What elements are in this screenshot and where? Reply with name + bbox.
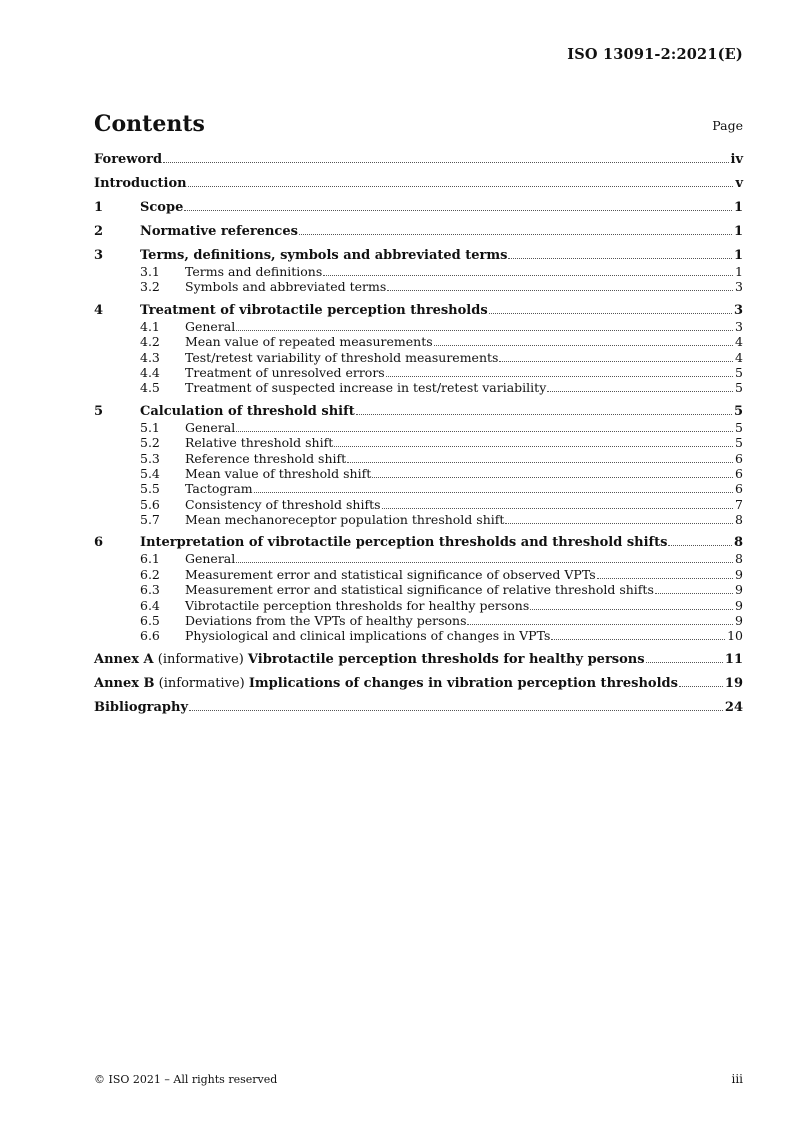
- toc-page-number: 6: [735, 481, 743, 497]
- toc-subentry[interactable]: [94, 512, 743, 527]
- toc-page-number: iv: [730, 152, 743, 167]
- document-identifier: ISO 13091-2:2021(E): [567, 46, 743, 63]
- toc-entry-title: [94, 652, 645, 668]
- toc-page-number: 1: [735, 264, 743, 279]
- toc-entry-title: Foreword: [94, 152, 163, 167]
- toc-entry-title: Mean value of repeated measurements: [185, 334, 433, 350]
- toc-page-number: 8: [733, 535, 743, 551]
- copyright-notice: © ISO 2021 – All rights reserved: [94, 1073, 278, 1086]
- dot-leader: [323, 274, 733, 276]
- toc-entry-number: 6.1: [140, 551, 160, 567]
- dot-leader: [254, 491, 733, 493]
- toc-page-number: 6: [735, 465, 743, 481]
- toc-page-number: 1: [733, 248, 743, 263]
- toc-page-number: 5: [735, 380, 743, 396]
- toc-entry-number: 6.2: [140, 566, 160, 582]
- toc-entry-title: Calculation of threshold shift: [140, 403, 355, 419]
- toc-entry-number: 2: [94, 224, 104, 239]
- toc-entry-title: Consistency of threshold shifts: [185, 496, 381, 512]
- page-title: Contents: [94, 111, 205, 137]
- dot-leader: [382, 507, 734, 509]
- dot-leader: [655, 592, 733, 594]
- toc-entry-title: Physiological and clinical implications of changes in VPTs: [185, 628, 551, 644]
- toc-entry-title: Interpretation of vibrotactile perception thresholds and threshold shifts: [140, 535, 668, 551]
- toc-entry[interactable]: [94, 652, 743, 668]
- toc-entry-title: Terms and definitions: [185, 264, 323, 279]
- toc-page-number: v: [735, 176, 743, 191]
- dot-leader: [489, 312, 732, 314]
- toc-entry-title: Treatment of vibrotactile perception thresholds: [140, 302, 488, 318]
- toc-entry[interactable]: [94, 700, 743, 716]
- toc-page-number: 10: [727, 628, 743, 644]
- toc-entry-number: 5.7: [140, 512, 160, 528]
- toc-subentry[interactable]: [94, 466, 743, 481]
- dot-leader: [508, 257, 731, 259]
- toc-entry-title: Reference threshold shift: [185, 450, 347, 466]
- annex-title: Implications of changes in vibration perception thresholds: [248, 675, 678, 691]
- dot-leader: [668, 544, 731, 546]
- annex-qualifier: (informative): [154, 675, 249, 691]
- toc-subentry[interactable]: [94, 279, 743, 294]
- toc-page-number: 19: [724, 675, 743, 691]
- toc-entry-number: 5.4: [140, 465, 160, 481]
- toc-subentry[interactable]: [94, 420, 743, 435]
- toc-page-number: 9: [735, 597, 743, 613]
- annex-title: Vibrotactile perception thresholds for healthy persons: [247, 651, 645, 667]
- dot-leader: [347, 461, 733, 463]
- table-of-contents: [94, 152, 743, 716]
- toc-entry-number: 6.6: [140, 628, 160, 644]
- toc-page-number: 5: [733, 403, 743, 419]
- toc-entry-title: Treatment of unresolved errors: [185, 364, 385, 380]
- toc-entry[interactable]: [94, 404, 743, 420]
- toc-subentry[interactable]: [94, 481, 743, 496]
- toc-entry-title: Relative threshold shift: [185, 435, 334, 451]
- toc-entry[interactable]: [94, 303, 743, 319]
- dot-leader: [334, 445, 733, 447]
- toc-page-number: 3: [735, 318, 743, 334]
- toc-entry-number: 5.5: [140, 481, 160, 497]
- toc-entry-number: 3.1: [140, 264, 160, 279]
- toc-page-number: 3: [733, 302, 743, 318]
- toc-subentry[interactable]: [94, 567, 743, 582]
- toc-entry-number: 4.5: [140, 380, 160, 396]
- toc-page-number: 11: [724, 651, 743, 667]
- toc-entry-number: 1: [94, 200, 104, 215]
- toc-entry-number: 4.3: [140, 349, 160, 365]
- toc-entry-number: 5.2: [140, 435, 160, 451]
- toc-page-number: 3: [735, 279, 743, 295]
- toc-subentry[interactable]: [94, 319, 743, 334]
- toc-subentry[interactable]: [94, 451, 743, 466]
- toc-entry-title: Scope: [140, 200, 184, 215]
- toc-subentry[interactable]: [94, 628, 743, 643]
- toc-entry[interactable]: [94, 676, 743, 692]
- toc-entry-number: 5.3: [140, 450, 160, 466]
- toc-subentry[interactable]: [94, 365, 743, 380]
- toc-subentry[interactable]: [94, 582, 743, 597]
- toc-page-number: 8: [735, 551, 743, 567]
- dot-leader: [505, 522, 733, 524]
- toc-entry-number: 6: [94, 535, 104, 551]
- toc-entry[interactable]: [94, 224, 743, 240]
- toc-page-number: 24: [724, 699, 743, 715]
- toc-entry-title: Test/retest variability of threshold measurements: [185, 349, 499, 365]
- toc-entry-number: 6.5: [140, 613, 160, 629]
- toc-page-number: 7: [735, 496, 743, 512]
- toc-page-number: 8: [735, 512, 743, 528]
- toc-entry-title: Tactogram: [185, 481, 253, 497]
- toc-page-number: 4: [735, 334, 743, 350]
- dot-leader: [499, 360, 733, 362]
- dot-leader: [184, 209, 732, 211]
- toc-entry[interactable]: [94, 535, 743, 551]
- dot-leader: [163, 161, 728, 163]
- toc-entry-title: Terms, definitions, symbols and abbreviated terms: [140, 248, 508, 263]
- dot-leader: [530, 608, 733, 610]
- dot-leader: [189, 709, 723, 711]
- toc-subentry[interactable]: [94, 264, 743, 279]
- annex-qualifier: (informative): [153, 651, 248, 667]
- toc-entry-title: Vibrotactile perception thresholds for healthy persons: [185, 597, 530, 613]
- toc-subentry[interactable]: [94, 613, 743, 628]
- toc-entry[interactable]: [94, 200, 743, 216]
- toc-entry-number: 3.2: [140, 279, 160, 295]
- toc-entry-title: Mean value of threshold shift: [185, 465, 372, 481]
- toc-entry-title: Treatment of suspected increase in test/retest variability: [185, 380, 547, 396]
- toc-entry-number: 4.2: [140, 334, 160, 350]
- toc-subentry[interactable]: [94, 551, 743, 566]
- toc-entry-title: Deviations from the VPTs of healthy persons: [185, 613, 467, 629]
- dot-leader: [679, 685, 723, 687]
- dot-leader: [236, 430, 733, 432]
- toc-page-number: 1: [733, 200, 743, 215]
- toc-subentry[interactable]: [94, 334, 743, 349]
- toc-entry-title: General: [185, 419, 236, 435]
- toc-entry-number: 4.1: [140, 318, 160, 334]
- dot-leader: [547, 390, 733, 392]
- toc-entry-number: 5: [94, 403, 104, 419]
- dot-leader: [646, 661, 723, 663]
- dot-leader: [467, 623, 733, 625]
- toc-entry-number: 6.3: [140, 582, 160, 598]
- toc-page-number: 4: [735, 349, 743, 365]
- toc-entry-title: General: [185, 551, 236, 567]
- toc-entry-title: [94, 676, 678, 692]
- toc-entry-title: General: [185, 318, 236, 334]
- toc-page-number: 5: [735, 435, 743, 451]
- toc-entry-number: 5.6: [140, 496, 160, 512]
- toc-page-number: 9: [735, 613, 743, 629]
- dot-leader: [387, 289, 733, 291]
- dot-leader: [236, 329, 733, 331]
- toc-entry-title: Bibliography: [94, 699, 189, 715]
- dot-leader: [434, 344, 733, 346]
- toc-entry-number: 6.4: [140, 597, 160, 613]
- toc-entry-number: 3: [94, 248, 104, 263]
- toc-page-number: 5: [735, 364, 743, 380]
- toc-subentry[interactable]: [94, 497, 743, 512]
- toc-entry-title: Introduction: [94, 176, 187, 191]
- toc-page-number: 9: [735, 582, 743, 598]
- toc-entry-number: 4.4: [140, 364, 160, 380]
- toc-page-number: 6: [735, 450, 743, 466]
- toc-subentry[interactable]: [94, 350, 743, 365]
- dot-leader: [188, 185, 734, 187]
- dot-leader: [356, 413, 732, 415]
- toc-entry-title: Measurement error and statistical significance of relative threshold shifts: [185, 582, 654, 598]
- dot-leader: [299, 233, 732, 235]
- toc-entry-title: Normative references: [140, 224, 298, 239]
- dot-leader: [551, 638, 725, 640]
- toc-subentry[interactable]: [94, 435, 743, 450]
- toc-entry-number: 5.1: [140, 419, 160, 435]
- toc-entry[interactable]: [94, 152, 743, 168]
- dot-leader: [386, 375, 733, 377]
- dot-leader: [372, 476, 733, 478]
- page-column-label: Page: [712, 118, 743, 133]
- toc-subentry[interactable]: [94, 598, 743, 613]
- toc-entry-title: Mean mechanoreceptor population threshold shift: [185, 512, 505, 528]
- toc-entry-number: 4: [94, 302, 104, 318]
- dot-leader: [597, 577, 733, 579]
- toc-page-number: 9: [735, 566, 743, 582]
- page-number: iii: [731, 1072, 743, 1086]
- toc-subentry[interactable]: [94, 380, 743, 395]
- annex-label: Annex A: [94, 651, 154, 667]
- toc-page-number: 5: [735, 419, 743, 435]
- toc-entry-title: Measurement error and statistical significance of observed VPTs: [185, 566, 596, 582]
- toc-entry[interactable]: [94, 248, 743, 264]
- toc-entry-title: Symbols and abbreviated terms: [185, 279, 387, 295]
- annex-label: Annex B: [94, 675, 155, 691]
- dot-leader: [236, 561, 733, 563]
- toc-entry[interactable]: [94, 176, 743, 192]
- toc-page-number: 1: [733, 224, 743, 239]
